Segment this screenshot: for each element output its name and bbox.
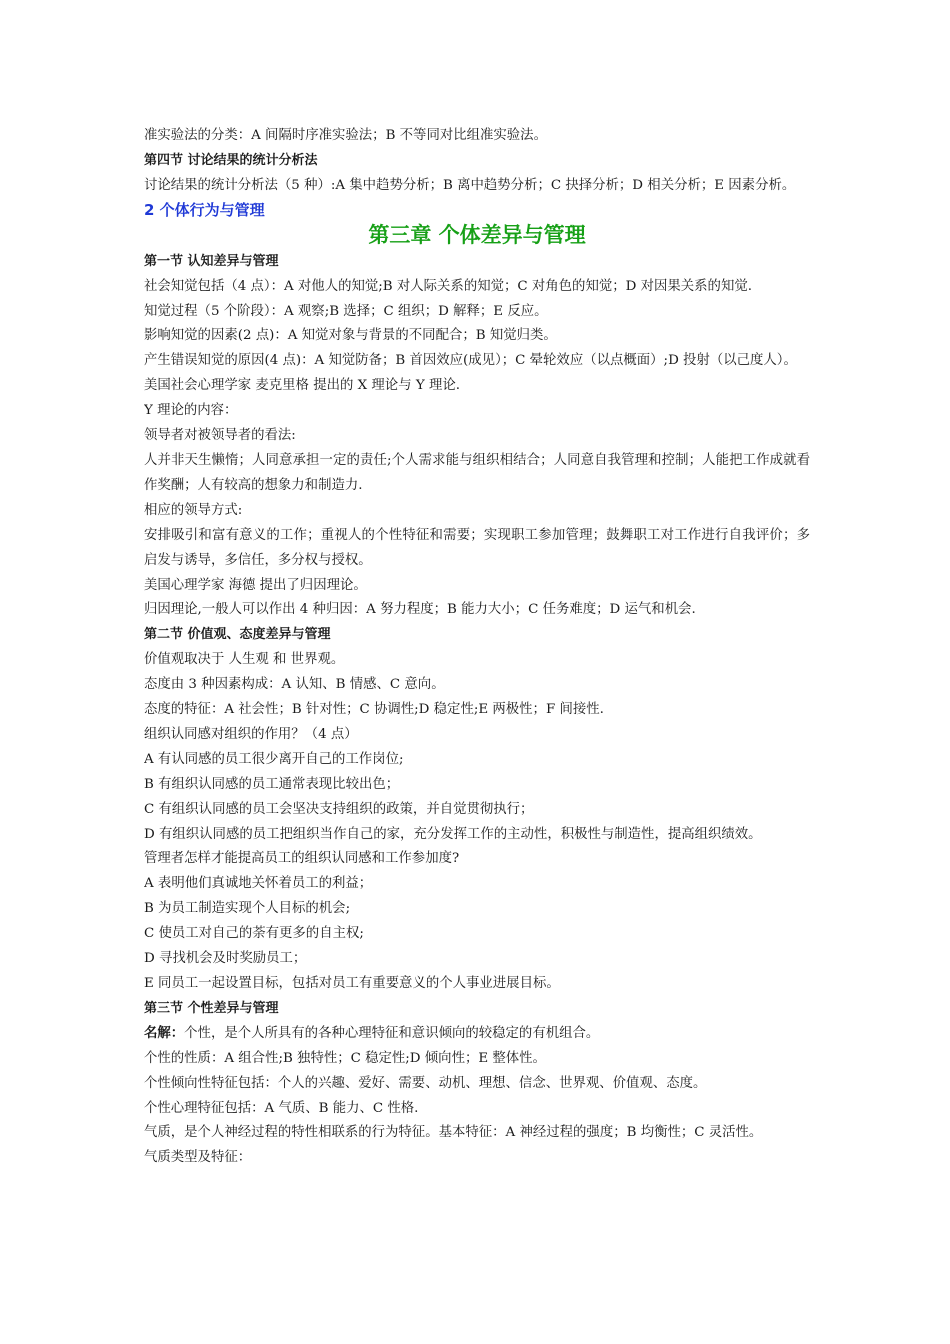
text-line: D 有组织认同感的员工把组织当作自己的家，充分发挥工作的主动性，积极性与制造性，提高组织绩效。 [144, 826, 762, 842]
text-line: A 有认同感的员工很少离开自己的工作岗位; [144, 751, 404, 767]
section-heading: 第三节 个性差异与管理 [144, 1000, 279, 1016]
text-line: 个性心理特征包括：A 气质、B 能力、C 性格. [144, 1100, 419, 1116]
definition-text: 个性，是个人所具有的各种心理特征和意识倾向的较稳定的有机组合。 [184, 1025, 600, 1041]
text-line: 归因理论,一般人可以作出 4 种归因：A 努力程度；B 能力大小；C 任务难度；D 运气和机会. [144, 602, 696, 618]
paragraph: 安排吸引和富有意义的工作；重视人的个性特征和需要；实现职工参加管理；鼓舞职工对工作进行自我评价；多启发与诱导，多信任，多分权与授权。 [144, 527, 810, 568]
part-heading: 2 个体行为与管理 [144, 200, 265, 219]
paragraph: 人并非天生懒惰；人同意承担一定的责任;个人需求能与组织相结合；人同意自我管理和控制；人能把工作成就看作奖酬；人有较高的想象力和制造力. [144, 452, 810, 493]
text-line: 美国心理学家 海德 提出了归因理论。 [144, 577, 367, 593]
text-line: Y 理论的内容： [144, 403, 238, 419]
text-line: 气质，是个人神经过程的特性相联系的行为特征。基本特征：A 神经过程的强度；B 均衡性；C 灵活性。 [144, 1125, 763, 1141]
text-line: 个性的性质：A 组合性;B 独特性；C 稳定性;D 倾向性；E 整体性。 [144, 1050, 546, 1066]
chapter-title: 第三章 个体差异与管理 [368, 222, 586, 247]
text-line: 气质类型及特征： [144, 1150, 252, 1166]
definition-line [144, 1022, 810, 1047]
text-line: E 同员工一起设置目标，包括对员工有重要意义的个人事业进展目标。 [144, 976, 560, 991]
text-line: 价值观取决于 人生观 和 世界观。 [144, 652, 345, 668]
definition-label: 名解： [144, 1025, 185, 1041]
text-line: D 寻找机会及时奖励员工； [144, 951, 307, 967]
document-page [144, 124, 810, 1171]
text-line: B 有组织认同感的员工通常表现比较出色； [144, 776, 400, 792]
text-line: 准实验法的分类：A 间隔时序准实验法；B 不等同对比组准实验法。 [144, 128, 547, 143]
text-line: B 为员工制造实现个人目标的机会; [144, 901, 351, 917]
text-line: A 表明他们真诚地关怀着员工的利益； [144, 876, 373, 892]
text-line: 领导者对被领导者的看法: [144, 428, 296, 444]
paragraph: 讨论结果的统计分析法（5 种）:A 集中趋势分析；B 离中趋势分析；C 抉择分析；D 相关分析；E 因素分析。 [144, 177, 796, 193]
text-line: 个性倾向性特征包括：个人的兴趣、爱好、需要、动机、理想、信念、世界观、价值观、态度。 [144, 1075, 707, 1091]
text-line: 相应的领导方式: [144, 502, 243, 518]
text-line: 管理者怎样才能提高员工的组织认同感和工作参加度? [144, 851, 460, 867]
text-line: 影响知觉的因素(2 点)：A 知觉对象与背景的不同配合；B 知觉归类。 [144, 328, 557, 344]
text-line: C 使员工对自己的荼有更多的自主权; [144, 926, 364, 942]
text-line: 态度由 3 种因素构成：A 认知、B 情感、C 意向。 [144, 677, 445, 693]
paragraph: 产生错误知觉的原因(4 点)：A 知觉防备；B 首因效应(成见）；C 晕轮效应（以点概面）;D 投射（以己度人）。 [144, 353, 797, 369]
text-line: C 有组织认同感的员工会坚决支持组织的政策，并自觉贯彻执行； [144, 801, 534, 817]
text-line: 态度的特征：A 社会性；B 针对性；C 协调性;D 稳定性;E 两极性；F 间接性. [144, 702, 604, 718]
section-heading: 第一节 认知差异与管理 [144, 253, 279, 269]
text-line: 组织认同感对组织的作用？（4 点） [144, 726, 358, 742]
text-line: 知觉过程（5 个阶段）：A 观察;B 选择；C 组织；D 解释；E 反应。 [144, 303, 548, 319]
text-line: 美国社会心理学家 麦克里格 提出的 X 理论与 Y 理论. [144, 378, 460, 394]
section-heading: 第二节 价值观、态度差异与管理 [144, 627, 331, 643]
section-heading: 第四节 讨论结果的统计分析法 [144, 152, 318, 168]
text-line: 社会知觉包括（4 点）：A 对他人的知觉;B 对人际关系的知觉；C 对角色的知觉；D 对因果关系的知觉. [144, 278, 752, 294]
